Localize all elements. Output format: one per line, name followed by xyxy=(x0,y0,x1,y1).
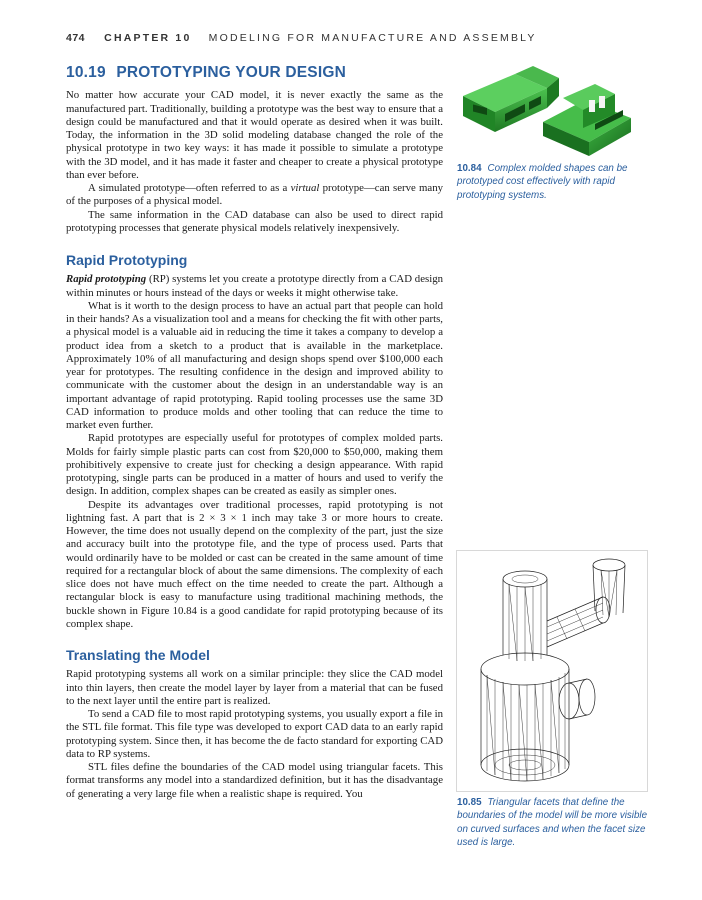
rapid-paragraph-3: Rapid prototypes are especially useful for prototypes of complex molded parts. Molds for fairly simple plastic parts can cost from $20,000 to $50,000, making them prohibitively expensive to create just for checking a design appearance. With rapid prototyping, single parts can be produced in a matter of hours and used to verify the design. In addition, complex shapes can be created as easily as simpler ones. xyxy=(66,432,443,498)
translating-paragraph-1: Rapid prototyping systems all work on a similar principle: they slice the CAD model into thin layers, then create the model layer by layer from a material that can be fused to the next layer until the entire part is realized. xyxy=(66,668,443,707)
figure-10-85-image xyxy=(456,550,648,792)
rapid-paragraph-2: What is it worth to the design process to have an actual part that people can hold in their hands? As a visualization tool and a means for checking the fit with other parts, a physical model is a valuable aid in reducing the time it takes a company to develop a product idea from a sketch to a product that is available in the marketplace. Approximately 10% of all manufacturing and design shops spend over $100,000 each year for prototypes. The resulting confidence in the design and improved ability to communicate with the customer about the design in an understandable way is an important advantage of rapid prototyping. Rapid tooling processes use the same 3D CAD information to produce molds and other tooling that can reduce the time to market even further. xyxy=(66,299,443,431)
translating-paragraph-2: To send a CAD file to most rapid prototyping systems, you usually export a file in the STL file format. This file type was developed to export CAD data to an early rapid prototyping system. Since then, it has become the de facto standard for exporting CAD data to RP systems. xyxy=(66,708,443,760)
intro-paragraph-3: The same information in the CAD database can also be used to direct rapid prototyping processes that generate physical models relatively inexpensively. xyxy=(66,208,443,234)
translating-heading: Translating the Model xyxy=(66,647,210,663)
figure-10-84-image xyxy=(455,66,645,160)
main-text-column xyxy=(66,66,443,801)
triangulated-model-illustration xyxy=(457,551,647,791)
figure-10-84-caption: 10.84 Complex molded shapes can be prototyped cost effectively with rapid prototyping systems. xyxy=(457,163,628,201)
chapter-title: MODELING FOR MANUFACTURE AND ASSEMBLY xyxy=(208,32,537,44)
intro-paragraph-2: A simulated prototype—often referred to as a virtual prototype—can serve many of the purposes of a physical model. xyxy=(66,182,444,208)
section-heading xyxy=(66,66,443,79)
section-number: 10.19 xyxy=(66,64,106,81)
molded-parts-illustration xyxy=(455,66,645,160)
translating-paragraph-3: STL files define the boundaries of the CAD model using triangular facets. This format transforms any model into a standardized definition, but it has the disadvantage of generating a very large file when a realistic shape is required. You xyxy=(66,761,443,800)
rapid-paragraph-1: Rapid prototyping (RP) systems let you create a prototype directly from a CAD design within minutes or hours instead of the days or weeks it might otherwise take. xyxy=(66,273,443,299)
intro-paragraph-1: No matter how accurate your CAD model, it is never exactly the same as the manufactured part. Traditionally, building a prototype was the best way to ensure that a design could be manufactured and that it would operate as desired when it was built. Today, the information in the 3D solid modeling database changed the role of the physical prototype in two key ways: it has made it possible to simulate a prototype with the 3D model, and it has made it faster and cheaper to create a physical prototype than ever before. xyxy=(66,89,443,181)
section-title: PROTOTYPING YOUR DESIGN xyxy=(116,64,346,81)
chapter-label: CHAPTER 10 xyxy=(104,32,192,44)
page-number: 474 xyxy=(66,32,86,44)
rapid-prototyping-heading: Rapid Prototyping xyxy=(66,252,188,268)
running-head xyxy=(66,32,666,44)
figure-10-85-caption: 10.85 Triangular facets that define the boundaries of the model will be more visible on curved surfaces and when the facet size used is large. xyxy=(457,797,648,848)
rapid-paragraph-4: Despite its advantages over traditional processes, rapid prototyping is not lightning fast. A part that is 2 × 3 × 1 inch may take 3 or more hours to create. However, the time does not usually depend on the complexity of the part, just the size and accuracy built into the prototype file, and the type of process used. Parts that would ordinarily have to be molded or cast can be created in the same amount of time required for a rectangular block of about the same dimensions. The complexity of each slice does not have much effect on the time needed to create the part. Although a rectangular block is easy to manufacture using traditional machining methods, the buckle shown in Figure 10.84 is a good candidate for rapid prototyping because of its complex shape. xyxy=(66,498,443,630)
